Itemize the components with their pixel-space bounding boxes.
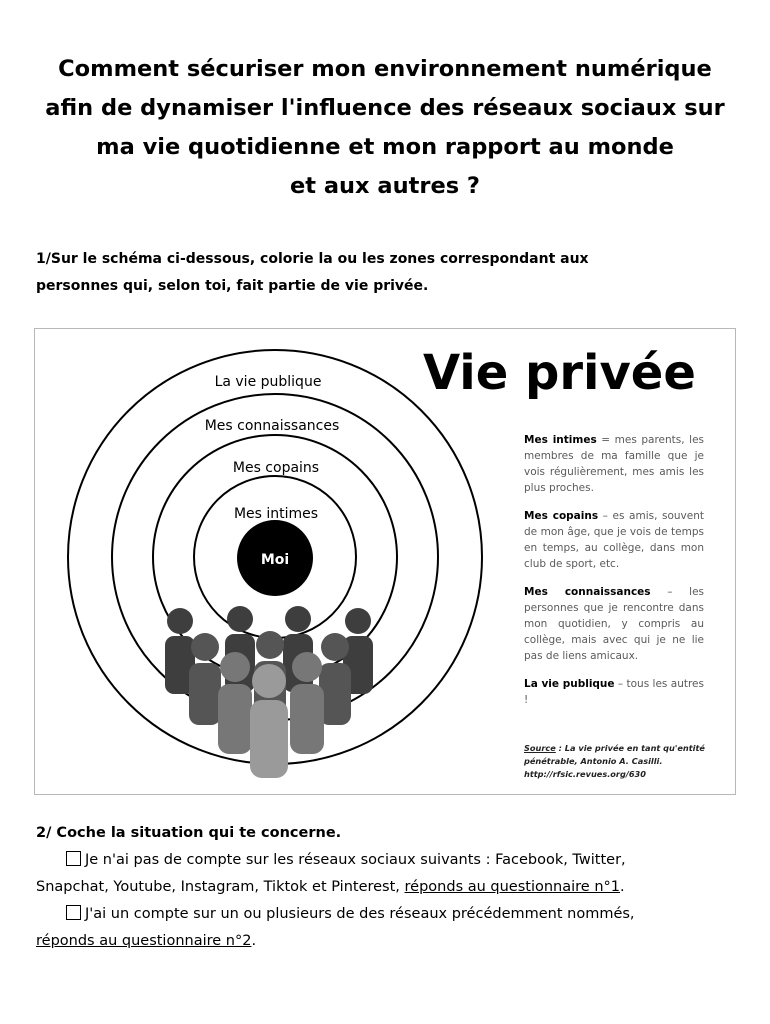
- option-2-continuation: [36, 928, 746, 955]
- definition-text: = mes parents, les membres de ma famille que je vois régulièrement, mes amis les plus proches.: [524, 434, 704, 494]
- option-1-end: .: [620, 879, 625, 895]
- privacy-diagram: [34, 328, 736, 795]
- source-url[interactable]: http://rfsic.revues.org/630: [524, 769, 646, 779]
- option-1-continuation: [36, 874, 746, 901]
- definition-term: La vie publique: [524, 678, 615, 690]
- title-line: Comment sécuriser mon environnement numérique: [58, 56, 712, 82]
- definition-text: – tous les autres !: [524, 678, 704, 706]
- ring-label-public: La vie publique: [214, 374, 322, 390]
- definition-item: [524, 676, 704, 708]
- definition-text: – les personnes que je rencontre dans mon quotidien, y compris au collège, mais avec qui je ne lie pas de liens amicaux.: [524, 586, 704, 662]
- figure-heading: Vie privée: [423, 345, 696, 401]
- ring-label-acquaintances: Mes connaissances: [204, 418, 340, 434]
- ring-label-intimates: Mes intimes: [233, 506, 319, 522]
- title-line: et aux autres ?: [290, 173, 480, 199]
- definitions: [524, 432, 704, 720]
- source-label: Source: [524, 743, 556, 753]
- option-has-account: [36, 901, 746, 955]
- definition-item: [524, 584, 704, 664]
- option-1-text-2: Snapchat, Youtube, Instagram, Tiktok et Pinterest,: [36, 879, 405, 895]
- definition-text: – es amis, souvent de mon âge, que je vois de temps en temps, au collège, dans mon club de sport, etc.: [524, 510, 704, 570]
- question-1: [36, 246, 736, 300]
- question-1-line: 1/Sur le schéma ci-dessous, colorie la ou les zones correspondant aux: [36, 251, 589, 267]
- source-text: : La vie privée en tant qu'entité pénétrable, Antonio A. Casilli.: [524, 743, 705, 766]
- title-line: afin de dynamiser l'influence des réseaux sociaux sur: [45, 95, 725, 121]
- page-title: [20, 50, 750, 206]
- center-label: Moi: [260, 552, 290, 568]
- option-1-text: Je n'ai pas de compte sur les réseaux sociaux suivants : Facebook, Twitter,: [85, 852, 626, 868]
- questionnaire-2-link[interactable]: réponds au questionnaire n°2: [36, 933, 252, 949]
- option-no-account: [36, 847, 746, 901]
- question-2-title: 2/ Coche la situation qui te concerne.: [36, 825, 342, 841]
- definition-term: Mes intimes: [524, 434, 597, 446]
- definition-item: [524, 508, 704, 572]
- question-2: [36, 820, 746, 955]
- option-2-text: J'ai un compte sur un ou plusieurs de des réseaux précédemment nommés,: [85, 906, 635, 922]
- definition-term: Mes connaissances: [524, 586, 651, 598]
- definition-term: Mes copains: [524, 510, 599, 522]
- question-1-line: personnes qui, selon toi, fait partie de vie privée.: [36, 278, 429, 294]
- title-line: ma vie quotidienne et mon rapport au monde: [96, 134, 674, 160]
- option-2-end: .: [251, 933, 257, 949]
- checkbox-has-account[interactable]: [66, 905, 81, 920]
- ring-label-friends: Mes copains: [232, 460, 320, 476]
- checkbox-no-account[interactable]: [66, 851, 81, 866]
- definition-item: [524, 432, 704, 496]
- source-citation: [524, 742, 709, 781]
- questionnaire-1-link[interactable]: réponds au questionnaire n°1: [404, 879, 620, 895]
